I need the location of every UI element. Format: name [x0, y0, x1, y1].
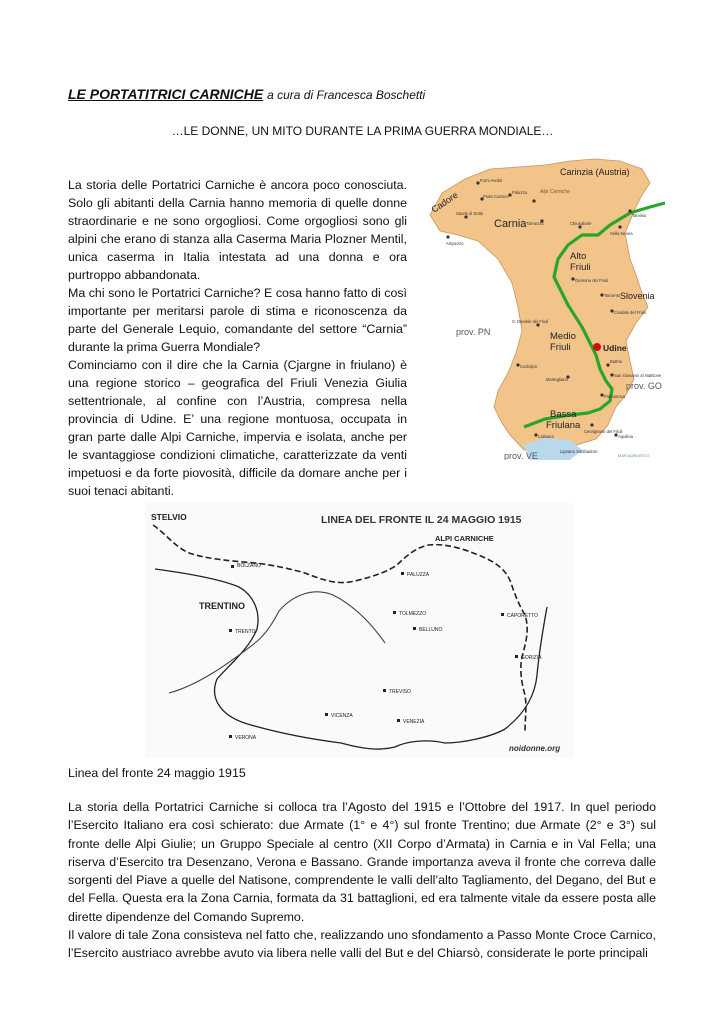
label-slovenia: Slovenia	[620, 291, 655, 301]
map-land	[430, 159, 650, 453]
town-buttrio: Buttrio	[610, 359, 623, 364]
label-alto-friuli: Friuli	[570, 262, 591, 273]
front-label-trentino: TRENTINO	[199, 601, 245, 611]
front-line-map	[145, 503, 573, 758]
label-cadore: Cadore	[429, 189, 460, 215]
front-label-verona: VERONA	[235, 735, 257, 741]
front-label-stelvio: STELVIO	[151, 512, 187, 522]
town-sella: Sella Nevea	[610, 231, 633, 236]
town-mortegliano: Mortegliano	[546, 377, 568, 382]
front-map-title: LINEA DEL FRONTE IL 24 MAGGIO 1915	[321, 514, 522, 526]
town-ampezzo: Ampezzo	[446, 241, 464, 246]
town-cervignano: Cervignano del Friuli	[584, 429, 623, 434]
town-latisana: Latisana	[538, 434, 554, 439]
front-label-venezia: VENEZIA	[403, 719, 425, 725]
town-aquileia: Aquileia	[618, 434, 633, 439]
intro-paragraph: Cominciamo con il dire che la Carnia (Cjargne in friulano) è una regione storico – geografica del Friuli Venezia Giulia settentrionale, al confine con l’Austria, compresa nella provincia di Udine. E’ una regione montuosa, occupata in gran parte dalle Alpi Carniche, impervia e isolata, anche per le svantaggiose condizioni climatiche, caratterizzate da venti impetuosi e da forte piovosità, difficile da domare anche per i suoi tenaci abitanti.	[68, 358, 407, 498]
label-carinzia: Carinzia (Austria)	[560, 167, 630, 177]
intro-paragraph: Ma chi sono le Portatrici Carniche? E cosa hanno fatto di così importante per meritarsi parole di stima e riconoscenza da parte del Generale Lequio, comandante del settore “Carnia” durante la prima Guerra Mondiale?	[68, 286, 407, 354]
body-paragraph: La storia della Portatrici Carniche si colloca tra l’Agosto del 1915 e l’Ottobre del 1917. In quel periodo l’Esercito Italiano era così schierato: due Armate (1° e 4°) sul fronte Trentino; due Armate (2° e 3°) sul fronte delle Alpi Giulie; un Gruppo Speciale al centro (XII Corpo d’Armata) in Carnia e in Val Fella; una riserva d’Esercito tra Desenzano, Verona e Bassano. Grande importanza aveva il fronte che correva dalle sorgenti del Piave a quelle del Natisone, comprendente le valli dell’alto Tagliamento, del Degano, del But e del Fella. Questa era la Zona Carnia, formata da 31 battaglioni, ed era talmente vitale da essere posta alle dirette dipendenze del Comando Supremo.	[68, 800, 656, 924]
label-prov-ve: prov. VE	[504, 451, 538, 460]
front-label-bolzano: BOLZANO	[237, 563, 261, 569]
title-main: LE PORTATITRICI CARNICHE	[68, 86, 264, 102]
front-label-trento: TRENTO	[235, 629, 256, 635]
town-palmanova: Palmanova	[604, 394, 625, 399]
town-tarvisio: Tarvisio	[632, 213, 647, 218]
front-label-belluno: BELLUNO	[419, 627, 443, 633]
udine-marker	[593, 343, 601, 351]
label-medio-friuli: Friuli	[550, 342, 571, 353]
front-label-vicenza: VICENZA	[331, 713, 353, 719]
town-lignano: Lignano Sabbiadoro	[560, 449, 598, 454]
label-medio: Medio	[550, 331, 576, 342]
front-label-caporetto: CAPORETTO	[507, 613, 539, 619]
document-subtitle: …LE DONNE, UN MITO DURANTE LA PRIMA GUERRA MONDIALE…	[171, 124, 554, 138]
body-text	[68, 798, 656, 963]
front-watermark: noidonne.org	[509, 744, 561, 753]
intro-paragraph: La storia delle Portatrici Carniche è ancora poco conosciuta. Solo gli abitanti della Carnia hanno memoria di quelle donne straordinarie e ne sono orgogliosi. Come orgogliosi sono gli alpini che erano di stanza alla Caserma Maria Plozner Mentil, unica caserma in Italia intestata ad una donna e ora purtroppo abbandonata.	[68, 178, 407, 282]
town-codroipo: Codroipo	[520, 364, 537, 369]
town-sauris: Sauris di Sotto	[456, 211, 484, 216]
label-mar: MAR ADRIATICO	[618, 453, 650, 458]
town-cividale: Cividale del Friuli	[614, 310, 646, 315]
town-prato: Prato Carnico	[483, 194, 509, 199]
town-s-daniele: S. Daniele del Friuli	[512, 319, 549, 324]
body-paragraph: Il valore di tale Zona consisteva nel fatto che, realizzando uno sfondamento a Passo Monte Croce Carnico, l’Esercito austriaco avrebbe avuto via libera nelle valli del But e del Chiarsò, considerate le porte principali	[68, 928, 656, 961]
town-s-giovanni: San Giovanni al Natisone	[614, 373, 662, 378]
label-alpi-carniche: Alpi Carniche	[540, 189, 570, 195]
town-dot	[446, 235, 449, 238]
town-paluzza: Paluzza	[512, 190, 527, 195]
label-bassa: Bassa	[550, 409, 577, 420]
town-tolmezzo: Tolmezzo	[526, 221, 544, 226]
town-dot	[618, 225, 621, 228]
title-byline: a cura di Francesca Boschetti	[267, 88, 426, 102]
friuli-map	[420, 155, 665, 460]
intro-text	[68, 176, 407, 500]
label-prov-go: prov. GO	[626, 381, 662, 391]
figure-caption: Linea del fronte 24 maggio 1915	[68, 766, 246, 780]
label-prov-pn: prov. PN	[456, 327, 491, 337]
front-label-treviso: TREVISO	[389, 689, 411, 695]
label-carnia: Carnia	[494, 218, 527, 230]
town-chiusaforte: Chiusaforte	[570, 221, 592, 226]
town-dot	[590, 423, 593, 426]
label-friulana: Friulana	[546, 420, 581, 431]
document-title	[68, 86, 425, 102]
town-gemona: Gemona del Friuli	[575, 278, 609, 283]
front-label-gorizia: GORIZIA	[521, 655, 542, 661]
town-tarcento: Tarcento	[604, 293, 621, 298]
front-label-paluzza: PALUZZA	[407, 572, 430, 578]
front-label-alpi-carniche: ALPI CARNICHE	[435, 534, 494, 543]
front-label-tolmezzo: TOLMEZZO	[399, 611, 427, 617]
town-forni: Forni Avoltri	[480, 178, 503, 183]
town-dot	[532, 199, 535, 202]
label-udine: Udine	[603, 343, 627, 353]
label-alto: Alto	[570, 251, 587, 262]
